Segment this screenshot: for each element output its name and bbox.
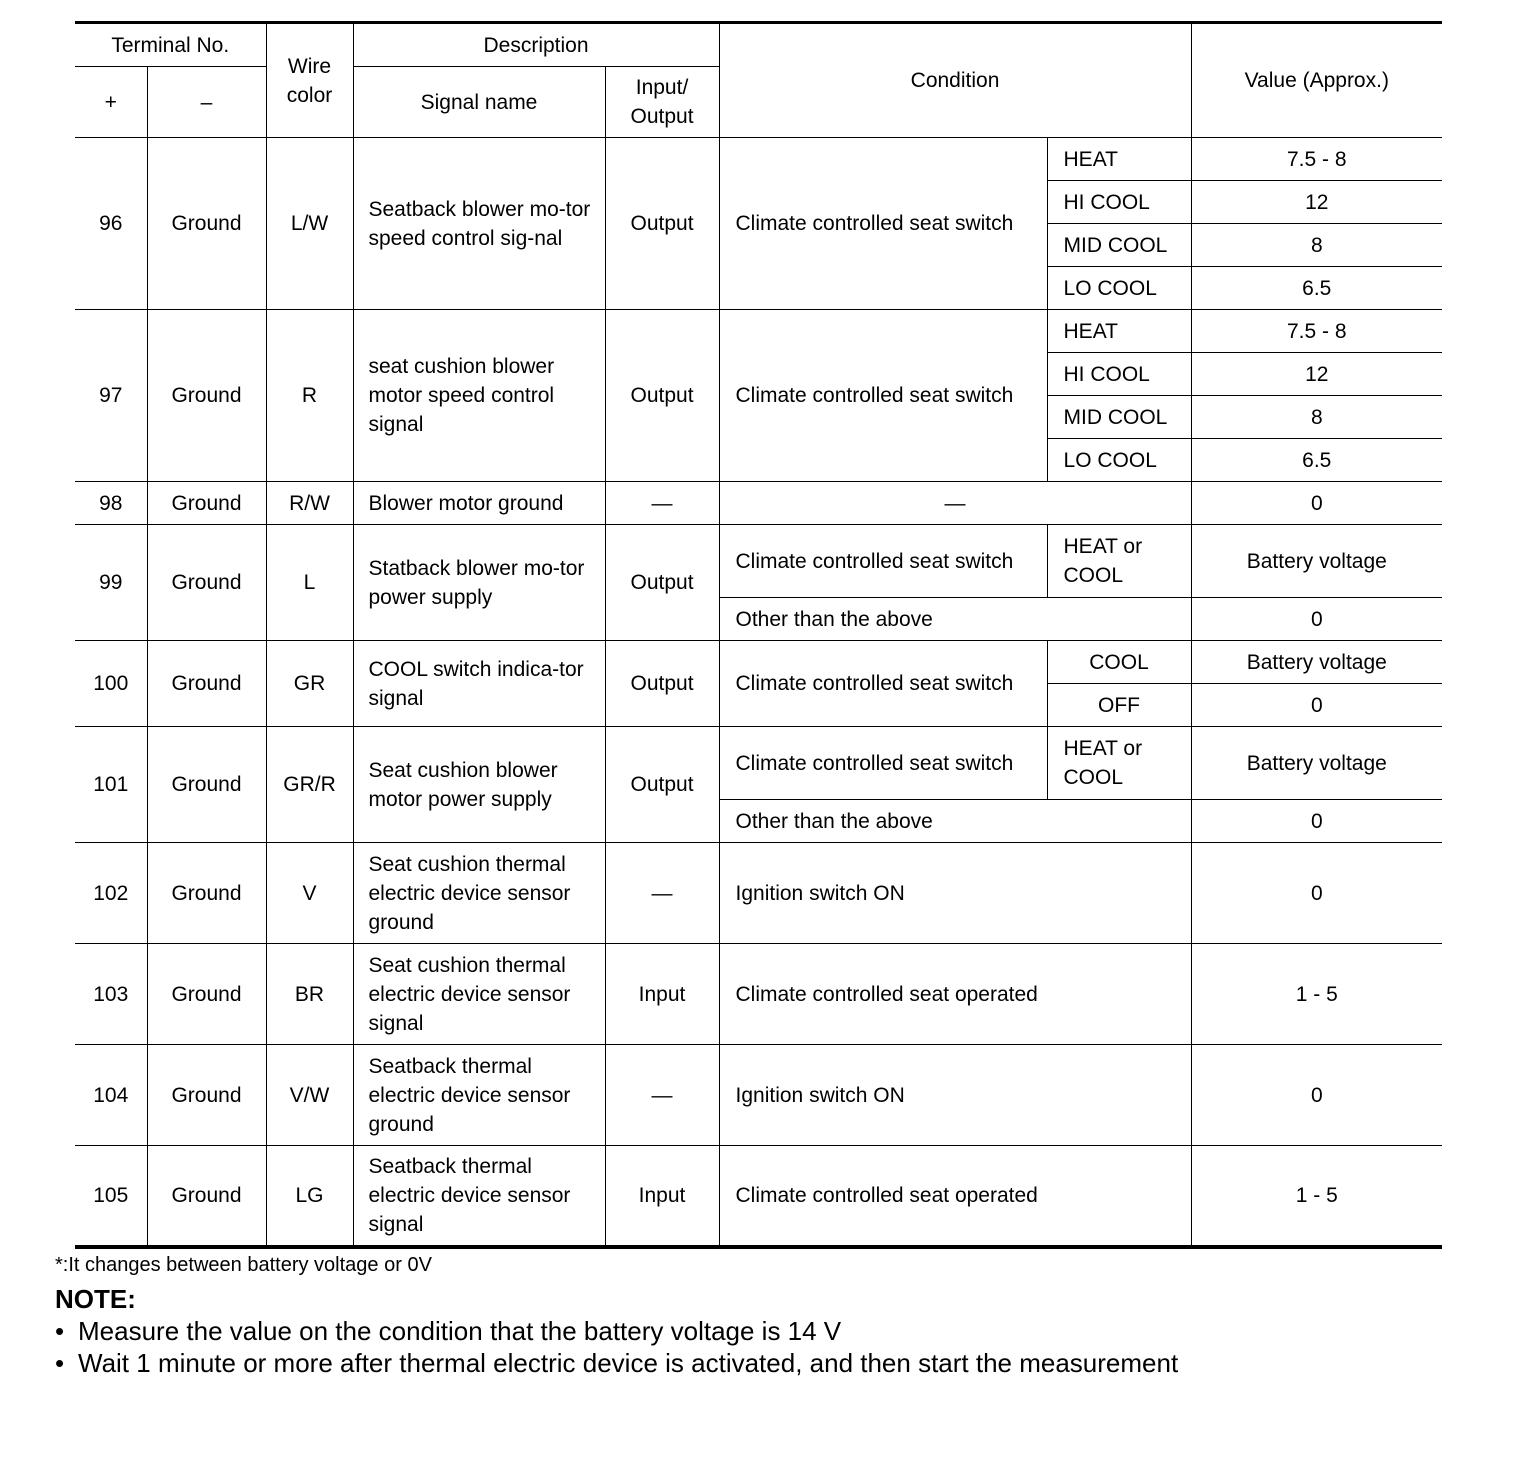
header-plus: + [75,67,147,138]
bullet-icon: • [55,1316,65,1346]
condition: — [719,482,1191,525]
terminal-number: 97 [75,310,147,482]
input-output: Output [605,138,719,310]
ground-terminal: Ground [147,1045,266,1146]
terminal-spec-table [75,21,1442,1249]
value: 0 [1191,598,1442,641]
table-row [75,525,1442,598]
wire-color: R/W [266,482,353,525]
signal-name: seat cushion blower motor speed control signal [353,310,605,482]
wire-color: BR [266,944,353,1045]
signal-name: Seatback thermal electric device sensor ground [353,1045,605,1146]
note-item [55,1347,1178,1379]
ground-terminal: Ground [147,310,266,482]
terminal-number: 98 [75,482,147,525]
value: 0 [1191,843,1442,944]
switch-state: HEAT [1047,138,1191,181]
input-output: Input [605,944,719,1045]
input-output: Output [605,525,719,641]
ground-terminal: Ground [147,641,266,727]
value: 6.5 [1191,267,1442,310]
header-description: Description [353,23,719,67]
input-output: Output [605,727,719,843]
value: 7.5 - 8 [1191,310,1442,353]
condition-other: Other than the above [719,800,1191,843]
value: 0 [1191,482,1442,525]
wire-color: LG [266,1146,353,1247]
condition: Climate controlled seat operated [719,944,1191,1045]
signal-name: Statback blower mo-tor power supply [353,525,605,641]
input-output: Output [605,641,719,727]
ground-terminal: Ground [147,944,266,1045]
note-title: NOTE: [55,1284,136,1314]
input-output: Input [605,1146,719,1247]
value: 8 [1191,396,1442,439]
condition: Climate controlled seat switch [719,310,1047,482]
bullet-icon: • [55,1348,65,1378]
header-signal-name: Signal name [353,67,605,138]
ground-terminal: Ground [147,843,266,944]
terminal-number: 104 [75,1045,147,1146]
condition: Climate controlled seat switch [719,138,1047,310]
value: 8 [1191,224,1442,267]
terminal-number: 99 [75,525,147,641]
wire-color: L/W [266,138,353,310]
value: Battery voltage [1191,525,1442,598]
switch-state: HEAT [1047,310,1191,353]
input-output: — [605,482,719,525]
table-row [75,727,1442,800]
condition: Ignition switch ON [719,1045,1191,1146]
ground-terminal: Ground [147,138,266,310]
signal-name: COOL switch indica-tor signal [353,641,605,727]
value: 6.5 [1191,439,1442,482]
header-row-1 [75,23,1442,67]
switch-state: HEAT or COOL [1047,525,1191,598]
input-output: — [605,1045,719,1146]
footnote: *:It changes between battery voltage or 0V [55,1254,432,1276]
table-row [75,641,1442,684]
note-item-text: Measure the value on the condition that the battery voltage is 14 V [78,1316,842,1346]
switch-state: HI COOL [1047,181,1191,224]
header-wire-color: Wire color [266,23,353,138]
table-row [75,843,1442,944]
terminal-number: 102 [75,843,147,944]
header-minus: – [147,67,266,138]
note-item [55,1315,841,1347]
terminal-number: 101 [75,727,147,843]
switch-state: HEAT or COOL [1047,727,1191,800]
condition: Climate controlled seat switch [719,641,1047,727]
terminal-number: 103 [75,944,147,1045]
table-row [75,138,1442,181]
condition: Climate controlled seat switch [719,525,1047,598]
table-row [75,310,1442,353]
signal-name: Seatback thermal electric device sensor signal [353,1146,605,1247]
switch-state: LO COOL [1047,267,1191,310]
condition: Ignition switch ON [719,843,1191,944]
switch-state: COOL [1047,641,1191,684]
value: 0 [1191,1045,1442,1146]
signal-name: Seat cushion thermal electric device sensor ground [353,843,605,944]
header-input-output: Input/ Output [605,67,719,138]
input-output: — [605,843,719,944]
condition: Climate controlled seat operated [719,1146,1191,1247]
wire-color: L [266,525,353,641]
value: 12 [1191,353,1442,396]
signal-name: Blower motor ground [353,482,605,525]
header-terminal-no: Terminal No. [75,23,266,67]
terminal-number: 96 [75,138,147,310]
value: 1 - 5 [1191,944,1442,1045]
switch-state: OFF [1047,684,1191,727]
value: 0 [1191,800,1442,843]
table-row [75,1146,1442,1247]
switch-state: MID COOL [1047,224,1191,267]
value: Battery voltage [1191,727,1442,800]
header-condition: Condition [719,23,1191,138]
note-item-text: Wait 1 minute or more after thermal electric device is activated, and then start the measurement [78,1348,1179,1378]
ground-terminal: Ground [147,1146,266,1247]
ground-terminal: Ground [147,727,266,843]
input-output: Output [605,310,719,482]
wire-color: V/W [266,1045,353,1146]
terminal-number: 100 [75,641,147,727]
signal-name: Seatback blower mo-tor speed control sig-nal [353,138,605,310]
table-row [75,1045,1442,1146]
wire-color: V [266,843,353,944]
value: 7.5 - 8 [1191,138,1442,181]
condition-other: Other than the above [719,598,1191,641]
ground-terminal: Ground [147,482,266,525]
wire-color: R [266,310,353,482]
condition: Climate controlled seat switch [719,727,1047,800]
wire-color: GR [266,641,353,727]
switch-state: MID COOL [1047,396,1191,439]
table-row [75,482,1442,525]
value: 1 - 5 [1191,1146,1442,1247]
switch-state: HI COOL [1047,353,1191,396]
switch-state: LO COOL [1047,439,1191,482]
value: 0 [1191,684,1442,727]
wire-color: GR/R [266,727,353,843]
value: 12 [1191,181,1442,224]
terminal-number: 105 [75,1146,147,1247]
ground-terminal: Ground [147,525,266,641]
table-row [75,944,1442,1045]
value: Battery voltage [1191,641,1442,684]
header-value: Value (Approx.) [1191,23,1442,138]
signal-name: Seat cushion thermal electric device sensor signal [353,944,605,1045]
signal-name: Seat cushion blower motor power supply [353,727,605,843]
